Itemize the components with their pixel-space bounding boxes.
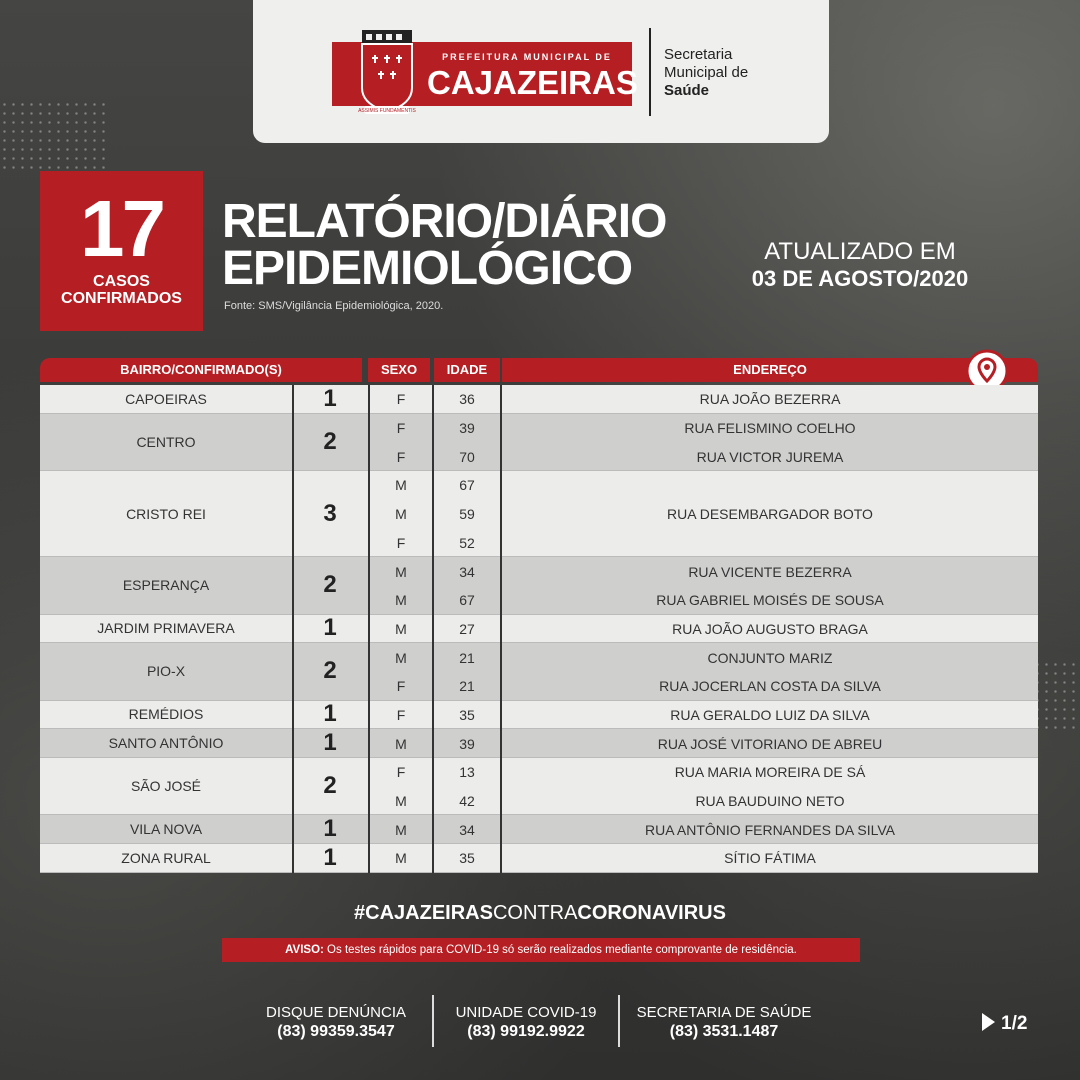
contact-phone[interactable]: (83) 99359.3547 (277, 1023, 395, 1040)
endereco-cell: SÍTIO FÁTIMA (724, 850, 816, 867)
cases-label-2: CONFIRMADOS (61, 290, 182, 307)
hashtag (0, 902, 1080, 925)
count-cell: 3 (323, 499, 337, 527)
hashtag-part-2: CONTRA (492, 902, 578, 924)
endereco-cell: RUA VICENTE BEZERRA (688, 563, 852, 580)
count-cell: 1 (323, 614, 337, 642)
contact-secretaria (626, 1003, 822, 1041)
table-row-group (40, 471, 1038, 557)
count-cell: 2 (323, 571, 337, 599)
sexo-cell: F (396, 448, 406, 465)
count-cell: 2 (323, 427, 337, 455)
bairro-cell: SANTO ANTÔNIO (108, 735, 224, 752)
notice-banner (222, 938, 860, 962)
sexo-cell: M (395, 477, 407, 494)
sexo-cell: M (395, 592, 407, 609)
bairro-cell: REMÉDIOS (128, 706, 204, 723)
title-line-2: EPIDEMIOLÓGICO (222, 242, 633, 295)
sexo-cell: F (396, 678, 406, 695)
idade-cell: 59 (459, 506, 475, 523)
bairro-cell: SÃO JOSÉ (130, 778, 202, 795)
idade-cell: 67 (459, 477, 475, 494)
sexo-cell: M (395, 649, 407, 666)
sexo-cell: F (396, 391, 406, 408)
title-line-1: RELATÓRIO/DIÁRIO (222, 195, 667, 248)
idade-cell: 34 (459, 821, 475, 838)
sexo-cell: M (395, 563, 407, 580)
endereco-cell: RUA FELISMINO COELHO (684, 420, 856, 437)
endereco-cell: RUA JOÃO AUGUSTO BRAGA (672, 620, 868, 637)
idade-cell: 52 (459, 534, 475, 551)
count-cell: 2 (323, 772, 337, 800)
header-sexo: SEXO (368, 358, 430, 382)
dot-pattern-top-left (0, 100, 110, 170)
sexo-cell: M (395, 821, 407, 838)
column-divider (368, 385, 370, 873)
idade-cell: 21 (459, 678, 475, 695)
bairro-cell: CRISTO REI (126, 505, 206, 522)
sexo-cell: M (395, 793, 407, 810)
updated-block (735, 238, 985, 292)
sexo-cell: F (396, 764, 406, 781)
logo-city-name: CAJAZEIRAS (427, 64, 638, 101)
idade-cell: 39 (459, 420, 475, 437)
play-icon (982, 1013, 995, 1031)
idade-cell: 36 (459, 391, 475, 408)
notice-text: Os testes rápidos para COVID-19 só serão realizados mediante comprovante de residência. (323, 944, 797, 956)
table-row-group (40, 385, 1038, 414)
endereco-cell: RUA ANTÔNIO FERNANDES DA SILVA (645, 821, 895, 838)
sexo-cell: M (395, 506, 407, 523)
bairro-cell: VILA NOVA (129, 821, 203, 838)
count-cell: 2 (323, 657, 337, 685)
cases-count: 17 (80, 184, 163, 273)
table-row-group (40, 844, 1038, 873)
endereco-cell: RUA JOÃO BEZERRA (699, 391, 841, 408)
sexo-cell: M (395, 850, 407, 867)
sexo-cell: M (395, 735, 407, 752)
source-note: Fonte: SMS/Vigilância Epidemiológica, 2020. (224, 300, 444, 312)
city-logo (332, 28, 638, 118)
endereco-cell: RUA GABRIEL MOISÉS DE SOUSA (656, 592, 884, 609)
secretaria-line2: Municipal de (664, 64, 749, 81)
header-bairro: BAIRRO/CONFIRMADO(S) (40, 358, 362, 382)
header-idade: IDADE (434, 358, 500, 382)
logo-motto: ASSIMIS FUNDAMENTIS (358, 108, 416, 114)
column-divider (292, 385, 294, 873)
sexo-cell: F (396, 534, 406, 551)
coat-of-arms-icon (356, 28, 418, 116)
page-indicator[interactable] (982, 1013, 1027, 1035)
contact-label: DISQUE DENÚNCIA (265, 1004, 407, 1021)
bairro-cell: ZONA RURAL (121, 849, 211, 866)
idade-cell: 35 (459, 706, 475, 723)
secretaria-line3: Saúde (664, 82, 710, 99)
bairro-cell: PIO-X (146, 663, 186, 680)
sexo-cell: M (395, 620, 407, 637)
count-cell: 1 (323, 384, 337, 412)
cases-table (40, 385, 1038, 873)
idade-cell: 13 (459, 764, 475, 781)
idade-cell: 34 (459, 563, 475, 580)
endereco-cell: RUA JOSÉ VITORIANO DE ABREU (657, 735, 883, 752)
table-row-group (40, 701, 1038, 730)
contact-phone[interactable]: (83) 3531.1487 (669, 1023, 779, 1040)
count-cell: 1 (323, 729, 337, 757)
confirmed-cases-box (40, 171, 203, 331)
endereco-cell: RUA DESEMBARGADOR BOTO (667, 505, 873, 522)
endereco-cell: RUA GERALDO LUIZ DA SILVA (670, 706, 870, 723)
updated-label: ATUALIZADO EM (764, 238, 956, 265)
endereco-cell: RUA MARIA MOREIRA DE SÁ (674, 764, 866, 781)
hashtag-part-1: #CAJAZEIRAS (354, 902, 493, 924)
column-divider (500, 385, 502, 873)
secretaria-name (664, 46, 748, 100)
idade-cell: 27 (459, 620, 475, 637)
endereco-cell: RUA JOCERLAN COSTA DA SILVA (659, 678, 881, 695)
table-row-group (40, 815, 1038, 844)
table-row-group (40, 758, 1038, 815)
sexo-cell: F (396, 706, 406, 723)
page-title (222, 195, 667, 295)
table-row-group (40, 414, 1038, 471)
hashtag-part-3: CORONAVIRUS (577, 902, 726, 924)
notice-label: AVISO: (285, 944, 324, 956)
table-row-group (40, 615, 1038, 644)
bairro-cell: CAPOEIRAS (125, 390, 207, 407)
endereco-cell: RUA VICTOR JUREMA (696, 448, 844, 465)
column-divider (432, 385, 434, 873)
table-row-group (40, 557, 1038, 614)
endereco-cell: RUA BAUDUINO NETO (695, 793, 845, 810)
secretaria-line1: Secretaria (664, 46, 733, 63)
contact-label: UNIDADE COVID-19 (455, 1004, 597, 1021)
contact-disque-denuncia (248, 1003, 424, 1041)
count-cell: 1 (323, 843, 337, 871)
bairro-cell: CENTRO (136, 433, 196, 450)
idade-cell: 35 (459, 850, 475, 867)
bairro-cell: ESPERANÇA (122, 577, 210, 594)
count-cell: 1 (323, 700, 337, 728)
header-divider (649, 28, 651, 116)
idade-cell: 70 (459, 448, 475, 465)
updated-date: 03 DE AGOSTO/2020 (751, 266, 969, 291)
contact-divider (618, 995, 620, 1047)
contact-unidade-covid (440, 1003, 612, 1041)
idade-cell: 39 (459, 735, 475, 752)
contact-divider (432, 995, 434, 1047)
table-row-group (40, 729, 1038, 758)
idade-cell: 42 (459, 793, 475, 810)
count-cell: 1 (323, 815, 337, 843)
contact-label: SECRETARIA DE SAÚDE (636, 1004, 812, 1021)
table-row-group (40, 643, 1038, 700)
bairro-cell: JARDIM PRIMAVERA (97, 620, 235, 637)
idade-cell: 67 (459, 592, 475, 609)
sexo-cell: F (396, 420, 406, 437)
page-number: 1/2 (1001, 1013, 1028, 1034)
endereco-cell: CONJUNTO MARIZ (707, 649, 833, 666)
cases-label-1: CASOS (93, 273, 150, 290)
header-endereco: ENDEREÇO (502, 358, 1038, 382)
logo-subtitle: PREFEITURA MUNICIPAL DE (442, 52, 612, 62)
idade-cell: 21 (459, 649, 475, 666)
contact-phone[interactable]: (83) 99192.9922 (467, 1023, 585, 1040)
